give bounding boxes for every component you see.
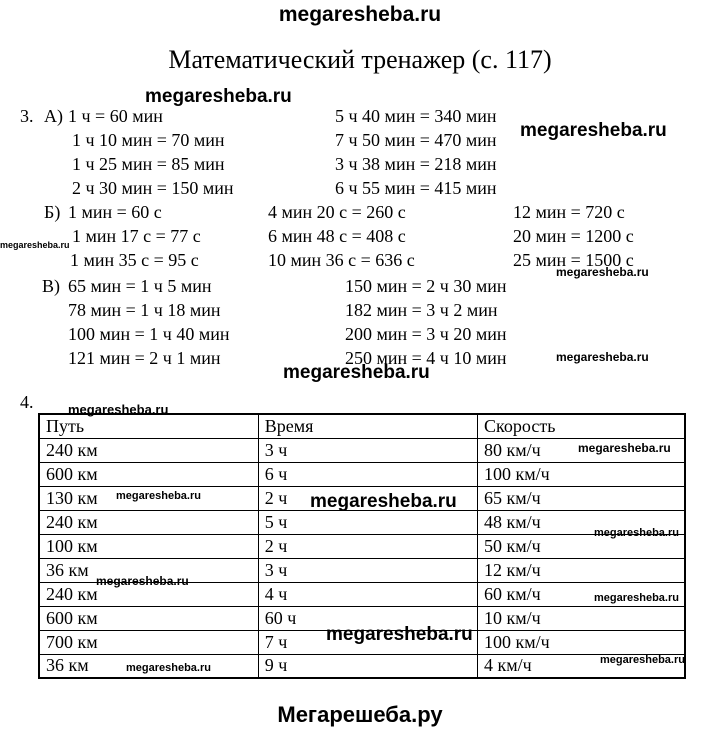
watermark: megaresheba.ru — [116, 490, 201, 502]
ex3-b-row1-c2: 6 мин 48 с = 408 с — [268, 226, 406, 246]
ex3-a-row0-right: 5 ч 40 мин = 340 мин — [335, 106, 497, 126]
exercise4-number: 4. — [20, 392, 34, 412]
exercise3-part-b-label: Б) — [44, 202, 61, 222]
watermark: megaresheba.ru — [145, 86, 292, 107]
table-row — [39, 510, 685, 534]
ex3-a-row1-right: 7 ч 50 мин = 470 мин — [335, 130, 497, 150]
cell-time: 4 ч — [258, 582, 477, 606]
ex3-b-row0-c2: 4 мин 20 с = 260 с — [268, 202, 406, 222]
cell-speed: 48 км/ч — [478, 510, 685, 534]
cell-path: 100 км — [39, 534, 258, 558]
cell-path: 600 км — [39, 462, 258, 486]
cell-speed: 4 км/ч — [478, 654, 685, 678]
ex3-v-row3-right: 250 мин = 4 ч 10 мин — [345, 348, 507, 368]
ex3-b-row0-c3: 12 мин = 720 с — [513, 202, 625, 222]
ex3-v-row1-left: 78 мин = 1 ч 18 мин — [68, 300, 221, 320]
ex3-v-row2-left: 100 мин = 1 ч 40 мин — [68, 324, 230, 344]
column-header-speed: Скорость — [478, 414, 685, 438]
cell-speed: 100 км/ч — [478, 630, 685, 654]
cell-path: 240 км — [39, 438, 258, 462]
ex3-a-row1-left: 1 ч 10 мин = 70 мин — [72, 130, 225, 150]
watermark: megaresheba.ru — [594, 592, 679, 604]
ex3-b-row2-c1: 1 мин 35 с = 95 с — [70, 250, 199, 270]
ex3-v-row3-left: 121 мин = 2 ч 1 мин — [68, 348, 221, 368]
cell-time: 2 ч — [258, 534, 477, 558]
cell-speed: 60 км/ч — [478, 582, 685, 606]
watermark: megaresheba.ru — [0, 240, 70, 250]
site-header: megaresheba.ru — [278, 3, 442, 26]
ex3-v-row0-left: 65 мин = 1 ч 5 мин — [68, 276, 212, 296]
cell-path: 600 км — [39, 606, 258, 630]
ex3-a-row2-right: 3 ч 38 мин = 218 мин — [335, 154, 497, 174]
cell-speed: 65 км/ч — [478, 486, 685, 510]
watermark: megaresheba.ru — [283, 362, 430, 383]
watermark: megaresheba.ru — [600, 654, 685, 666]
exercise3-part-v-label: В) — [42, 276, 60, 296]
exercise3-part-a-label: А) — [44, 106, 63, 126]
table-row — [39, 534, 685, 558]
table-row — [39, 462, 685, 486]
watermark: megaresheba.ru — [556, 265, 649, 279]
ex3-b-row0-c1: 1 мин = 60 с — [68, 202, 162, 222]
watermark: megaresheba.ru — [126, 662, 211, 674]
cell-path: 240 км — [39, 510, 258, 534]
page-title: Математический тренажер (с. 117) — [168, 45, 552, 74]
column-header-time: Время — [258, 414, 477, 438]
cell-time: 60 ч — [258, 606, 477, 630]
cell-time: 3 ч — [258, 558, 477, 582]
cell-time: 5 ч — [258, 510, 477, 534]
ex3-v-row0-right: 150 мин = 2 ч 30 мин — [345, 276, 507, 296]
cell-speed: 12 км/ч — [478, 558, 685, 582]
cell-speed: 100 км/ч — [478, 462, 685, 486]
cell-speed: 50 км/ч — [478, 534, 685, 558]
cell-path: 240 км — [39, 582, 258, 606]
watermark: megaresheba.ru — [594, 527, 679, 539]
table-header-row — [39, 414, 685, 438]
cell-path: 36 км — [39, 654, 258, 678]
watermark: megaresheba.ru — [96, 574, 189, 588]
ex3-b-row2-c2: 10 мин 36 с = 636 с — [268, 250, 415, 270]
cell-path: 700 км — [39, 630, 258, 654]
ex3-a-row2-left: 1 ч 25 мин = 85 мин — [72, 154, 225, 174]
ex3-b-row1-c3: 20 мин = 1200 с — [513, 226, 634, 246]
ex3-b-row2-c3: 25 мин = 1500 с — [513, 250, 634, 270]
ex3-v-row2-right: 200 мин = 3 ч 20 мин — [345, 324, 507, 344]
ex3-a-row0-left: 1 ч = 60 мин — [68, 106, 163, 126]
cell-time: 7 ч — [258, 630, 477, 654]
cell-time: 2 ч — [258, 486, 477, 510]
cell-time: 6 ч — [258, 462, 477, 486]
site-footer: Мегарешеба.ру — [277, 702, 443, 727]
watermark: megaresheba.ru — [578, 441, 671, 455]
watermark: megaresheba.ru — [520, 120, 667, 141]
watermark: megaresheba.ru — [326, 624, 473, 645]
watermark: megaresheba.ru — [556, 350, 649, 364]
cell-time: 9 ч — [258, 654, 477, 678]
cell-time: 3 ч — [258, 438, 477, 462]
cell-speed: 10 км/ч — [478, 606, 685, 630]
column-header-path: Путь — [39, 414, 258, 438]
ex3-v-row1-right: 182 мин = 3 ч 2 мин — [345, 300, 498, 320]
ex3-a-row3-left: 2 ч 30 мин = 150 мин — [72, 178, 234, 198]
cell-path: 36 км — [39, 558, 258, 582]
cell-path: 130 км — [39, 486, 258, 510]
exercise3-number: 3. — [20, 106, 34, 126]
ex3-b-row1-c1: 1 мин 17 с = 77 с — [72, 226, 201, 246]
watermark: megaresheba.ru — [310, 491, 457, 512]
cell-speed: 80 км/ч — [478, 438, 685, 462]
watermark: megaresheba.ru — [68, 402, 169, 417]
ex3-a-row3-right: 6 ч 55 мин = 415 мин — [335, 178, 497, 198]
